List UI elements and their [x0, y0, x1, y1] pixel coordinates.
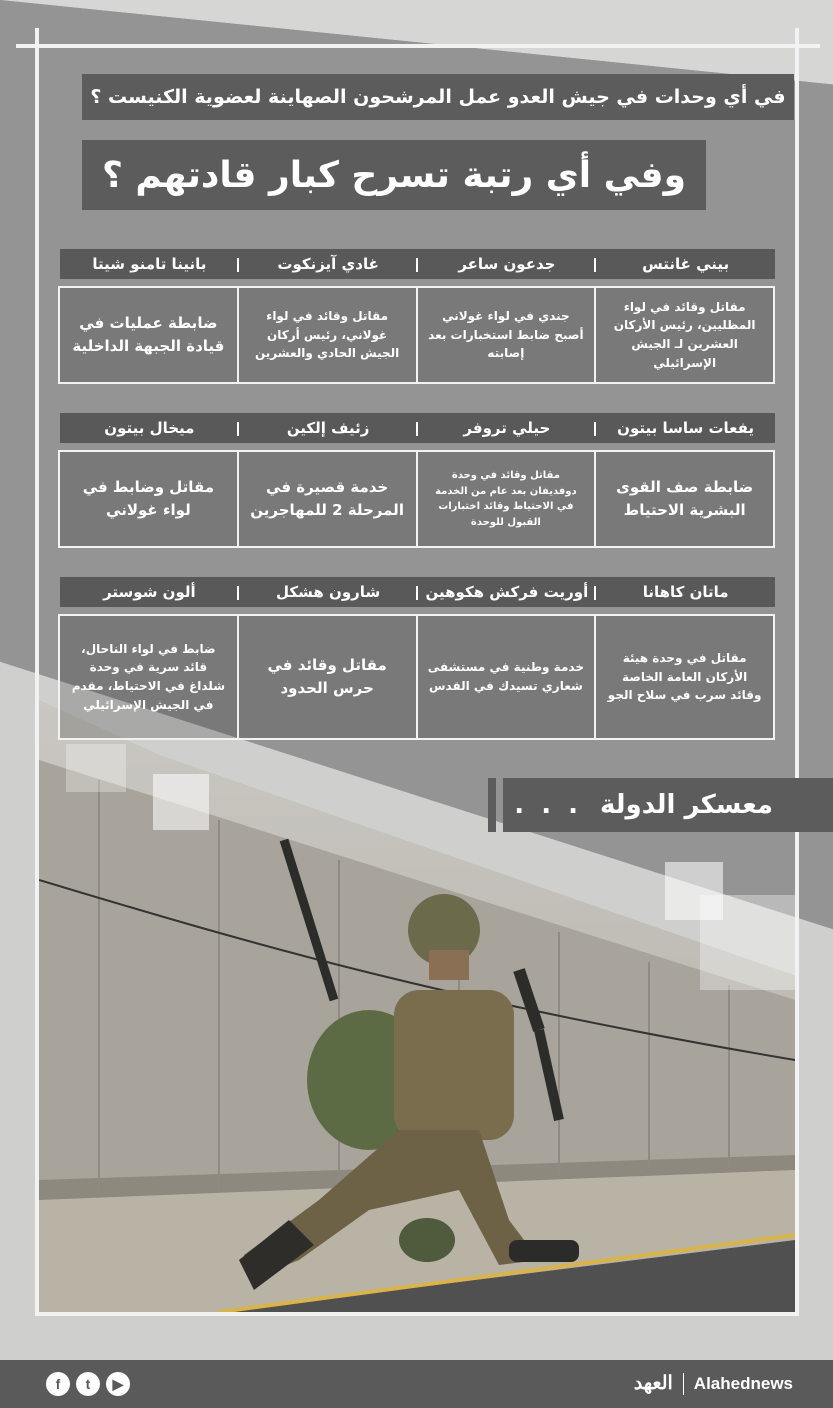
- candidate-detail: مقاتل وضابط في لواء غولاني: [58, 450, 239, 548]
- names-row: [60, 413, 775, 443]
- brand-english: Alahednews: [693, 1373, 793, 1393]
- details-row: [60, 614, 775, 740]
- candidate-detail: ضابطة عمليات في قيادة الجبهة الداخلية: [58, 286, 239, 384]
- candidate-detail: مقاتل وقائد في حرس الحدود: [237, 614, 418, 740]
- page-title: وفي أي رتبة تسرح كبار قادتهم ؟: [82, 140, 706, 210]
- candidate-detail: خدمة وطنية في مستشفى شعاري تسيدك في القدس: [416, 614, 597, 740]
- candidate-name: بانينا تامنو شيتا: [60, 255, 239, 273]
- candidate-detail: ضابطة صف القوى البشرية الاحتياط: [594, 450, 775, 548]
- candidate-detail: مقاتل وقائد في وحدة دوفديفان بعد عام من الخدمة في الاحتياط وقائد اختبارات القبول للوحدة: [416, 450, 597, 548]
- names-row: [60, 249, 775, 279]
- details-row: [60, 450, 775, 548]
- twitter-icon[interactable]: t: [76, 1372, 100, 1396]
- candidate-detail: مقاتل وقائد في لواء المظليين، رئيس الأركان العشرين لـ الجيش الإسرائيلي: [594, 286, 775, 384]
- candidate-detail: مقاتل وقائد في لواء غولاني، رئيس أركان الجيش الحادي والعشرين: [237, 286, 418, 384]
- candidate-name: جدعون ساعر: [418, 255, 597, 273]
- candidate-name: ألون شوستر: [60, 583, 239, 601]
- candidate-detail: مقاتل في وحدة هيئة الأركان العامة الخاصة وقائد سرب في سلاح الجو: [594, 614, 775, 740]
- candidate-name: حيلي تروفر: [418, 419, 597, 437]
- camp-dots: . . .: [514, 790, 583, 820]
- candidate-name: شارون هشكل: [239, 583, 418, 601]
- camp-title: معسكر الدولة: [600, 790, 773, 820]
- candidate-name: أوريت فركش هكوهين: [418, 583, 597, 601]
- candidate-name: ماتان كاهانا: [642, 583, 729, 601]
- facebook-icon[interactable]: f: [46, 1372, 70, 1396]
- candidate-detail: ضابط في لواء الناحال، قائد سرية في وحدة شلداغ في الاحتياط، مقدم في الجيش الإسرائيلي: [58, 614, 239, 740]
- social-links: [46, 1372, 130, 1396]
- candidate-name: زئيف إلكين: [239, 419, 418, 437]
- camp-banner: [503, 778, 833, 832]
- brand-divider: [683, 1373, 684, 1395]
- candidate-name: بيني غانتس: [642, 255, 730, 273]
- candidate-detail: جندي في لواء غولاني أصبح ضابط استخبارات بعد إصابته: [416, 286, 597, 384]
- candidate-detail: خدمة قصيرة في المرحلة 2 للمهاجرين: [237, 450, 418, 548]
- details-row: [60, 286, 775, 384]
- banner-accent: [488, 778, 496, 832]
- question-subtitle: في أي وحدات في جيش العدو عمل المرشحون الصهاينة لعضوية الكنيست ؟: [82, 74, 794, 120]
- candidate-name: غادي آيزنكوت: [239, 255, 418, 273]
- candidate-name: يفعات ساسا بيتون: [617, 419, 755, 437]
- footer: [0, 1360, 833, 1408]
- names-row: [60, 577, 775, 607]
- brand-arabic: العهد: [633, 1373, 673, 1394]
- candidate-name: ميخال بيتون: [60, 419, 239, 437]
- youtube-icon[interactable]: ▶: [106, 1372, 130, 1396]
- brand-logo: [634, 1372, 793, 1395]
